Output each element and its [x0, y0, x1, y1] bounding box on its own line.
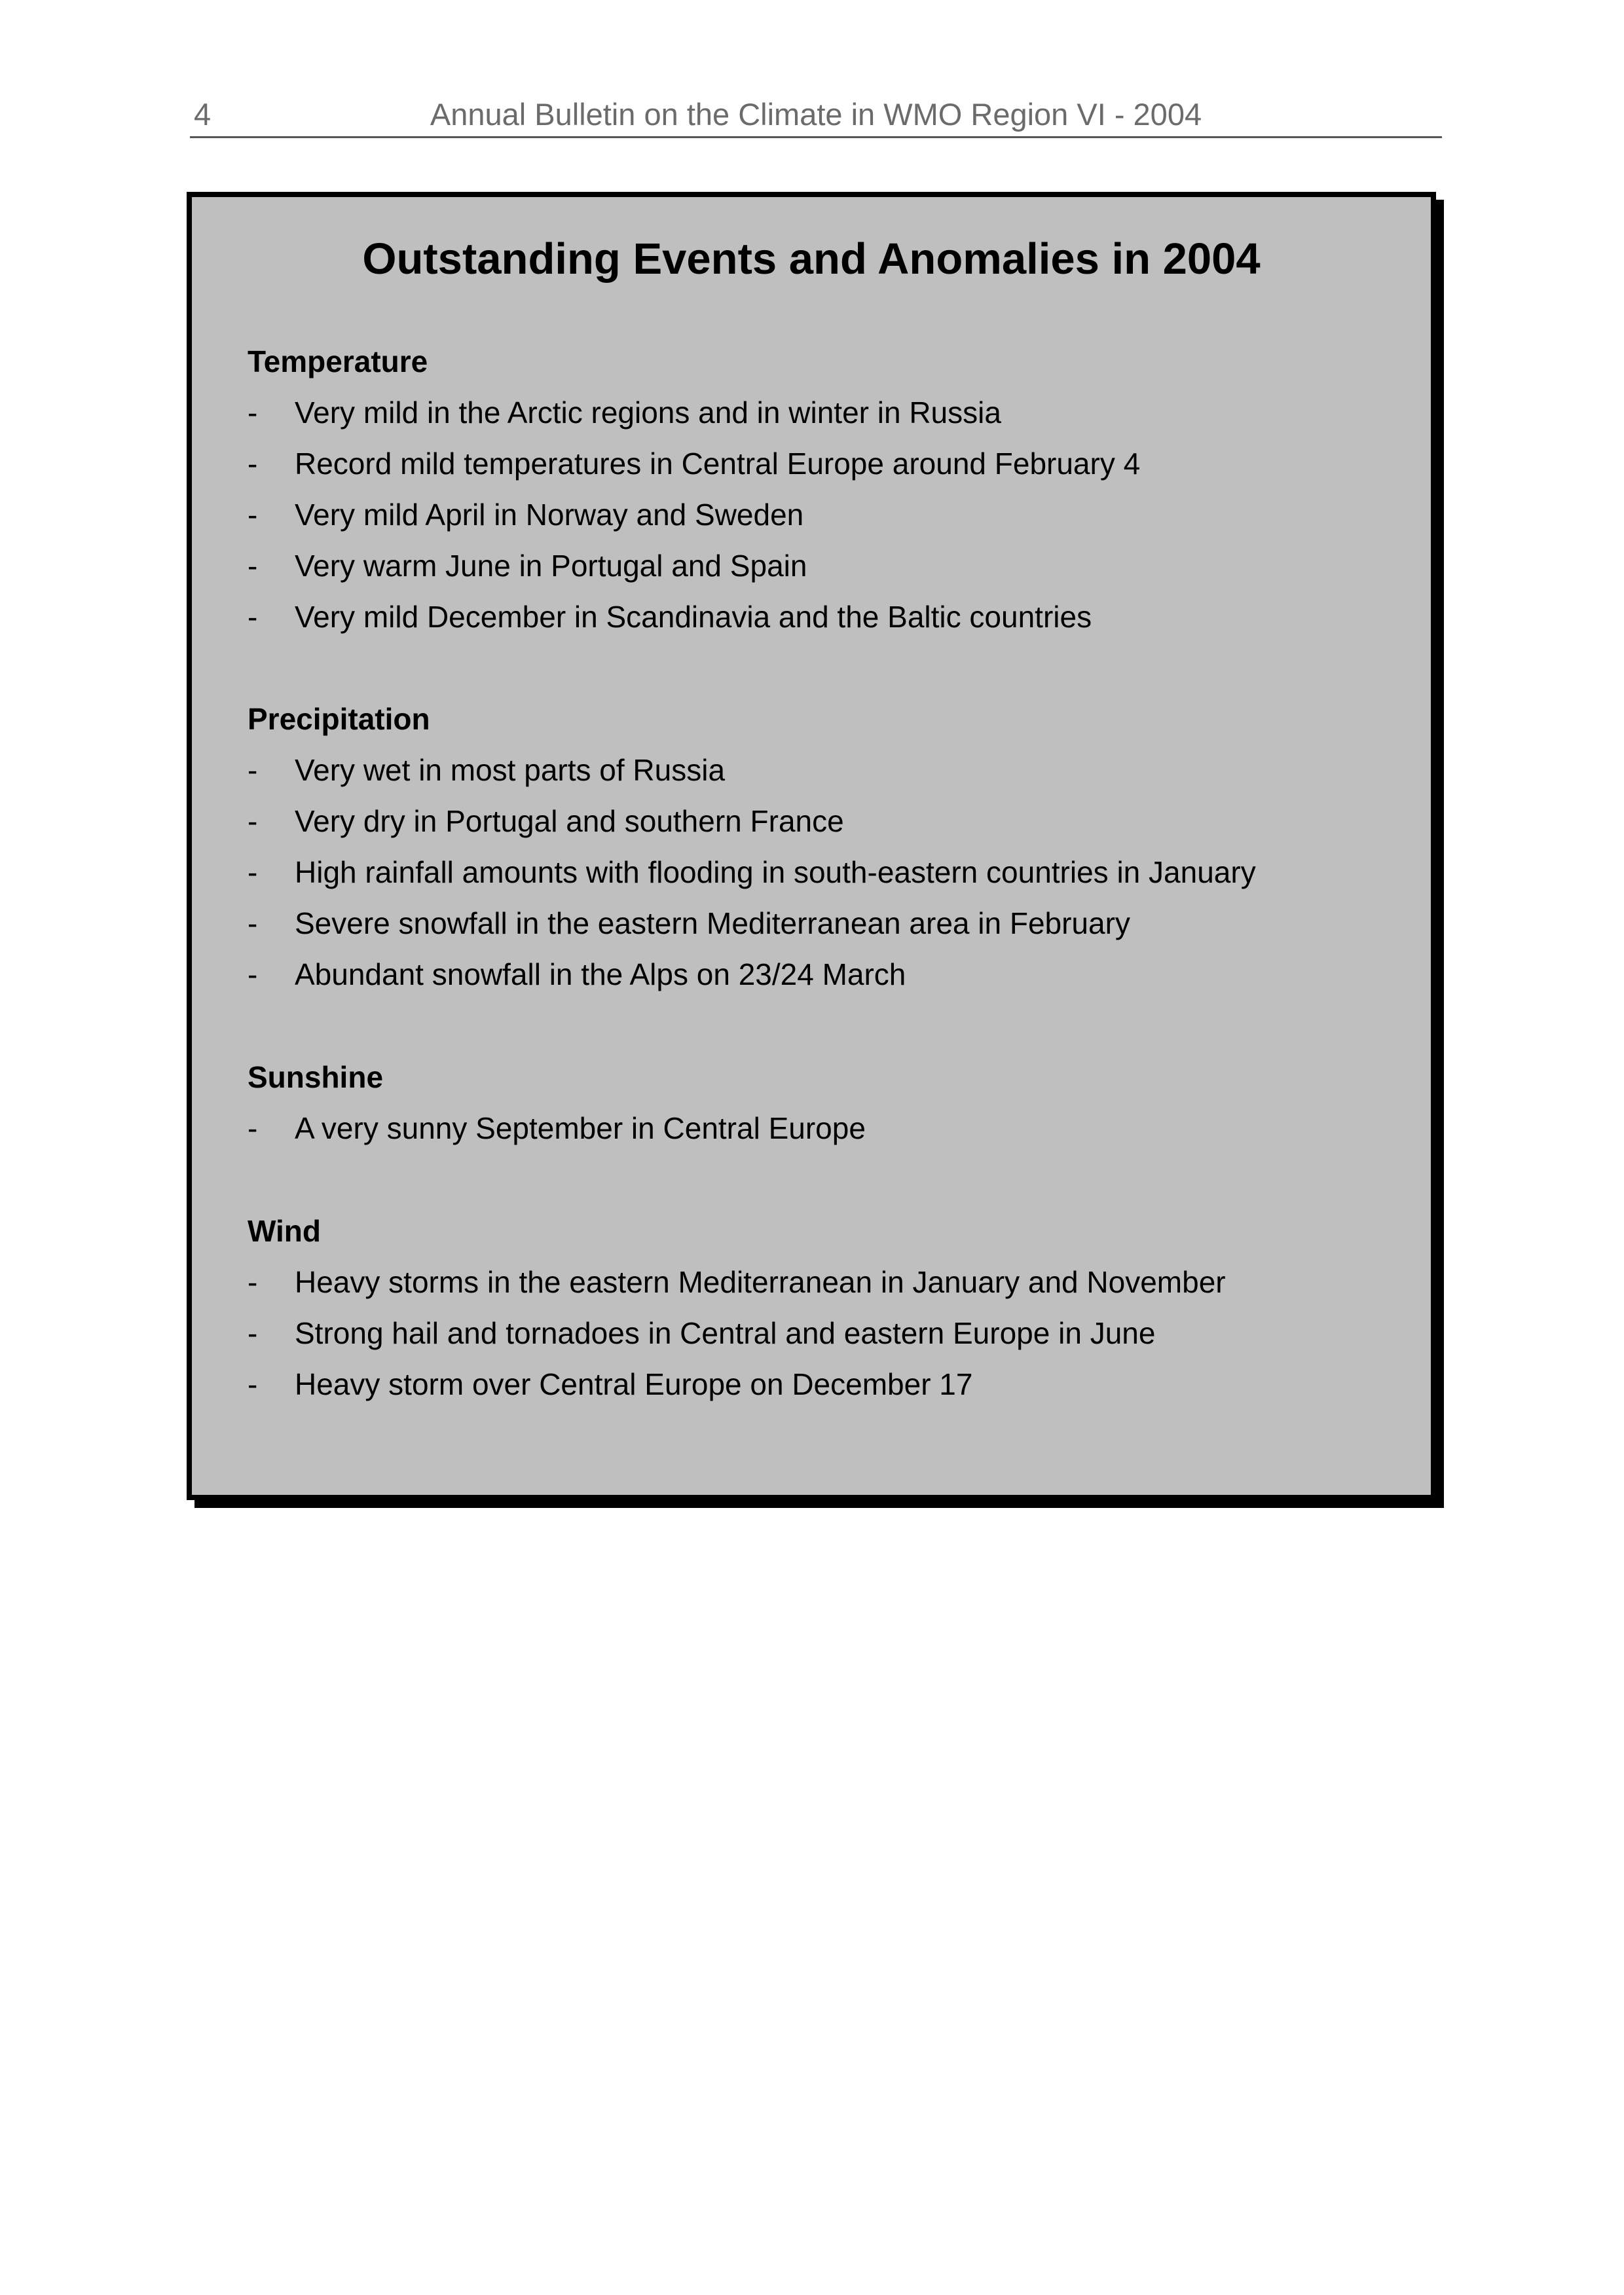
bullet-dash: - — [248, 855, 258, 889]
list-item-text: Very wet in most parts of Russia — [295, 753, 726, 787]
list-item-text: Very dry in Portugal and southern France — [295, 804, 844, 838]
list-item-text: Very warm June in Portugal and Spain — [295, 549, 807, 583]
list-item — [248, 591, 1405, 642]
bullet-dash: - — [248, 1265, 258, 1299]
list-item-text: Abundant snowfall in the Alps on 23/24 March — [295, 957, 906, 991]
list-item — [248, 489, 1405, 540]
list-item-text: Very mild April in Norway and Sweden — [295, 498, 804, 532]
list-item-text: Severe snowfall in the eastern Mediterranean area in February — [295, 906, 1130, 940]
section-precipitation — [248, 693, 1405, 1000]
bullet-dash: - — [248, 1111, 258, 1145]
list-item — [248, 540, 1405, 591]
bullet-dash: - — [248, 1367, 258, 1401]
section-temperature — [248, 336, 1405, 642]
list-item — [248, 438, 1405, 489]
section-wind — [248, 1205, 1405, 1410]
list-item — [248, 744, 1405, 796]
list-item — [248, 898, 1405, 949]
list-item-text: Strong hail and tornadoes in Central and eastern Europe in June — [295, 1316, 1156, 1350]
list-item — [248, 1103, 1405, 1154]
bullet-dash: - — [248, 549, 258, 583]
section-sunshine — [248, 1052, 1405, 1154]
bullet-dash: - — [248, 957, 258, 991]
list-item-text: Heavy storms in the eastern Mediterranean in January and November — [295, 1265, 1226, 1299]
list-item-text: Record mild temperatures in Central Europe around February 4 — [295, 447, 1141, 481]
list-item-text: Very mild December in Scandinavia and the Baltic countries — [295, 600, 1092, 634]
list-item — [248, 1257, 1405, 1308]
bullet-dash: - — [248, 1316, 258, 1350]
bullet-dash: - — [248, 447, 258, 481]
list-item — [248, 796, 1405, 847]
list-item-text: Heavy storm over Central Europe on December 17 — [295, 1367, 973, 1401]
bullet-dash: - — [248, 906, 258, 940]
list-item — [248, 949, 1405, 1000]
list-item — [248, 1308, 1405, 1359]
running-title: Annual Bulletin on the Climate in WMO Region VI - 2004 — [430, 97, 1202, 132]
list-item-text: Very mild in the Arctic regions and in winter in Russia — [295, 395, 1001, 430]
list-item-text: A very sunny September in Central Europe — [295, 1111, 866, 1145]
events-summary-box — [187, 192, 1436, 1500]
bullet-dash: - — [248, 804, 258, 838]
bullet-dash: - — [248, 498, 258, 532]
section-heading: Sunshine — [248, 1060, 384, 1094]
list-item — [248, 1359, 1405, 1410]
list-item-text: High rainfall amounts with flooding in south-eastern countries in January — [295, 855, 1256, 889]
section-heading: Wind — [248, 1214, 321, 1248]
bullet-dash: - — [248, 753, 258, 787]
bullet-dash: - — [248, 600, 258, 634]
section-heading: Temperature — [248, 344, 428, 378]
page-number: 4 — [194, 97, 212, 132]
page-header — [190, 93, 1442, 138]
list-item — [248, 387, 1405, 438]
list-item — [248, 847, 1405, 898]
box-title: Outstanding Events and Anomalies in 2004 — [362, 234, 1261, 284]
bullet-dash: - — [248, 395, 258, 430]
section-heading: Precipitation — [248, 702, 430, 736]
